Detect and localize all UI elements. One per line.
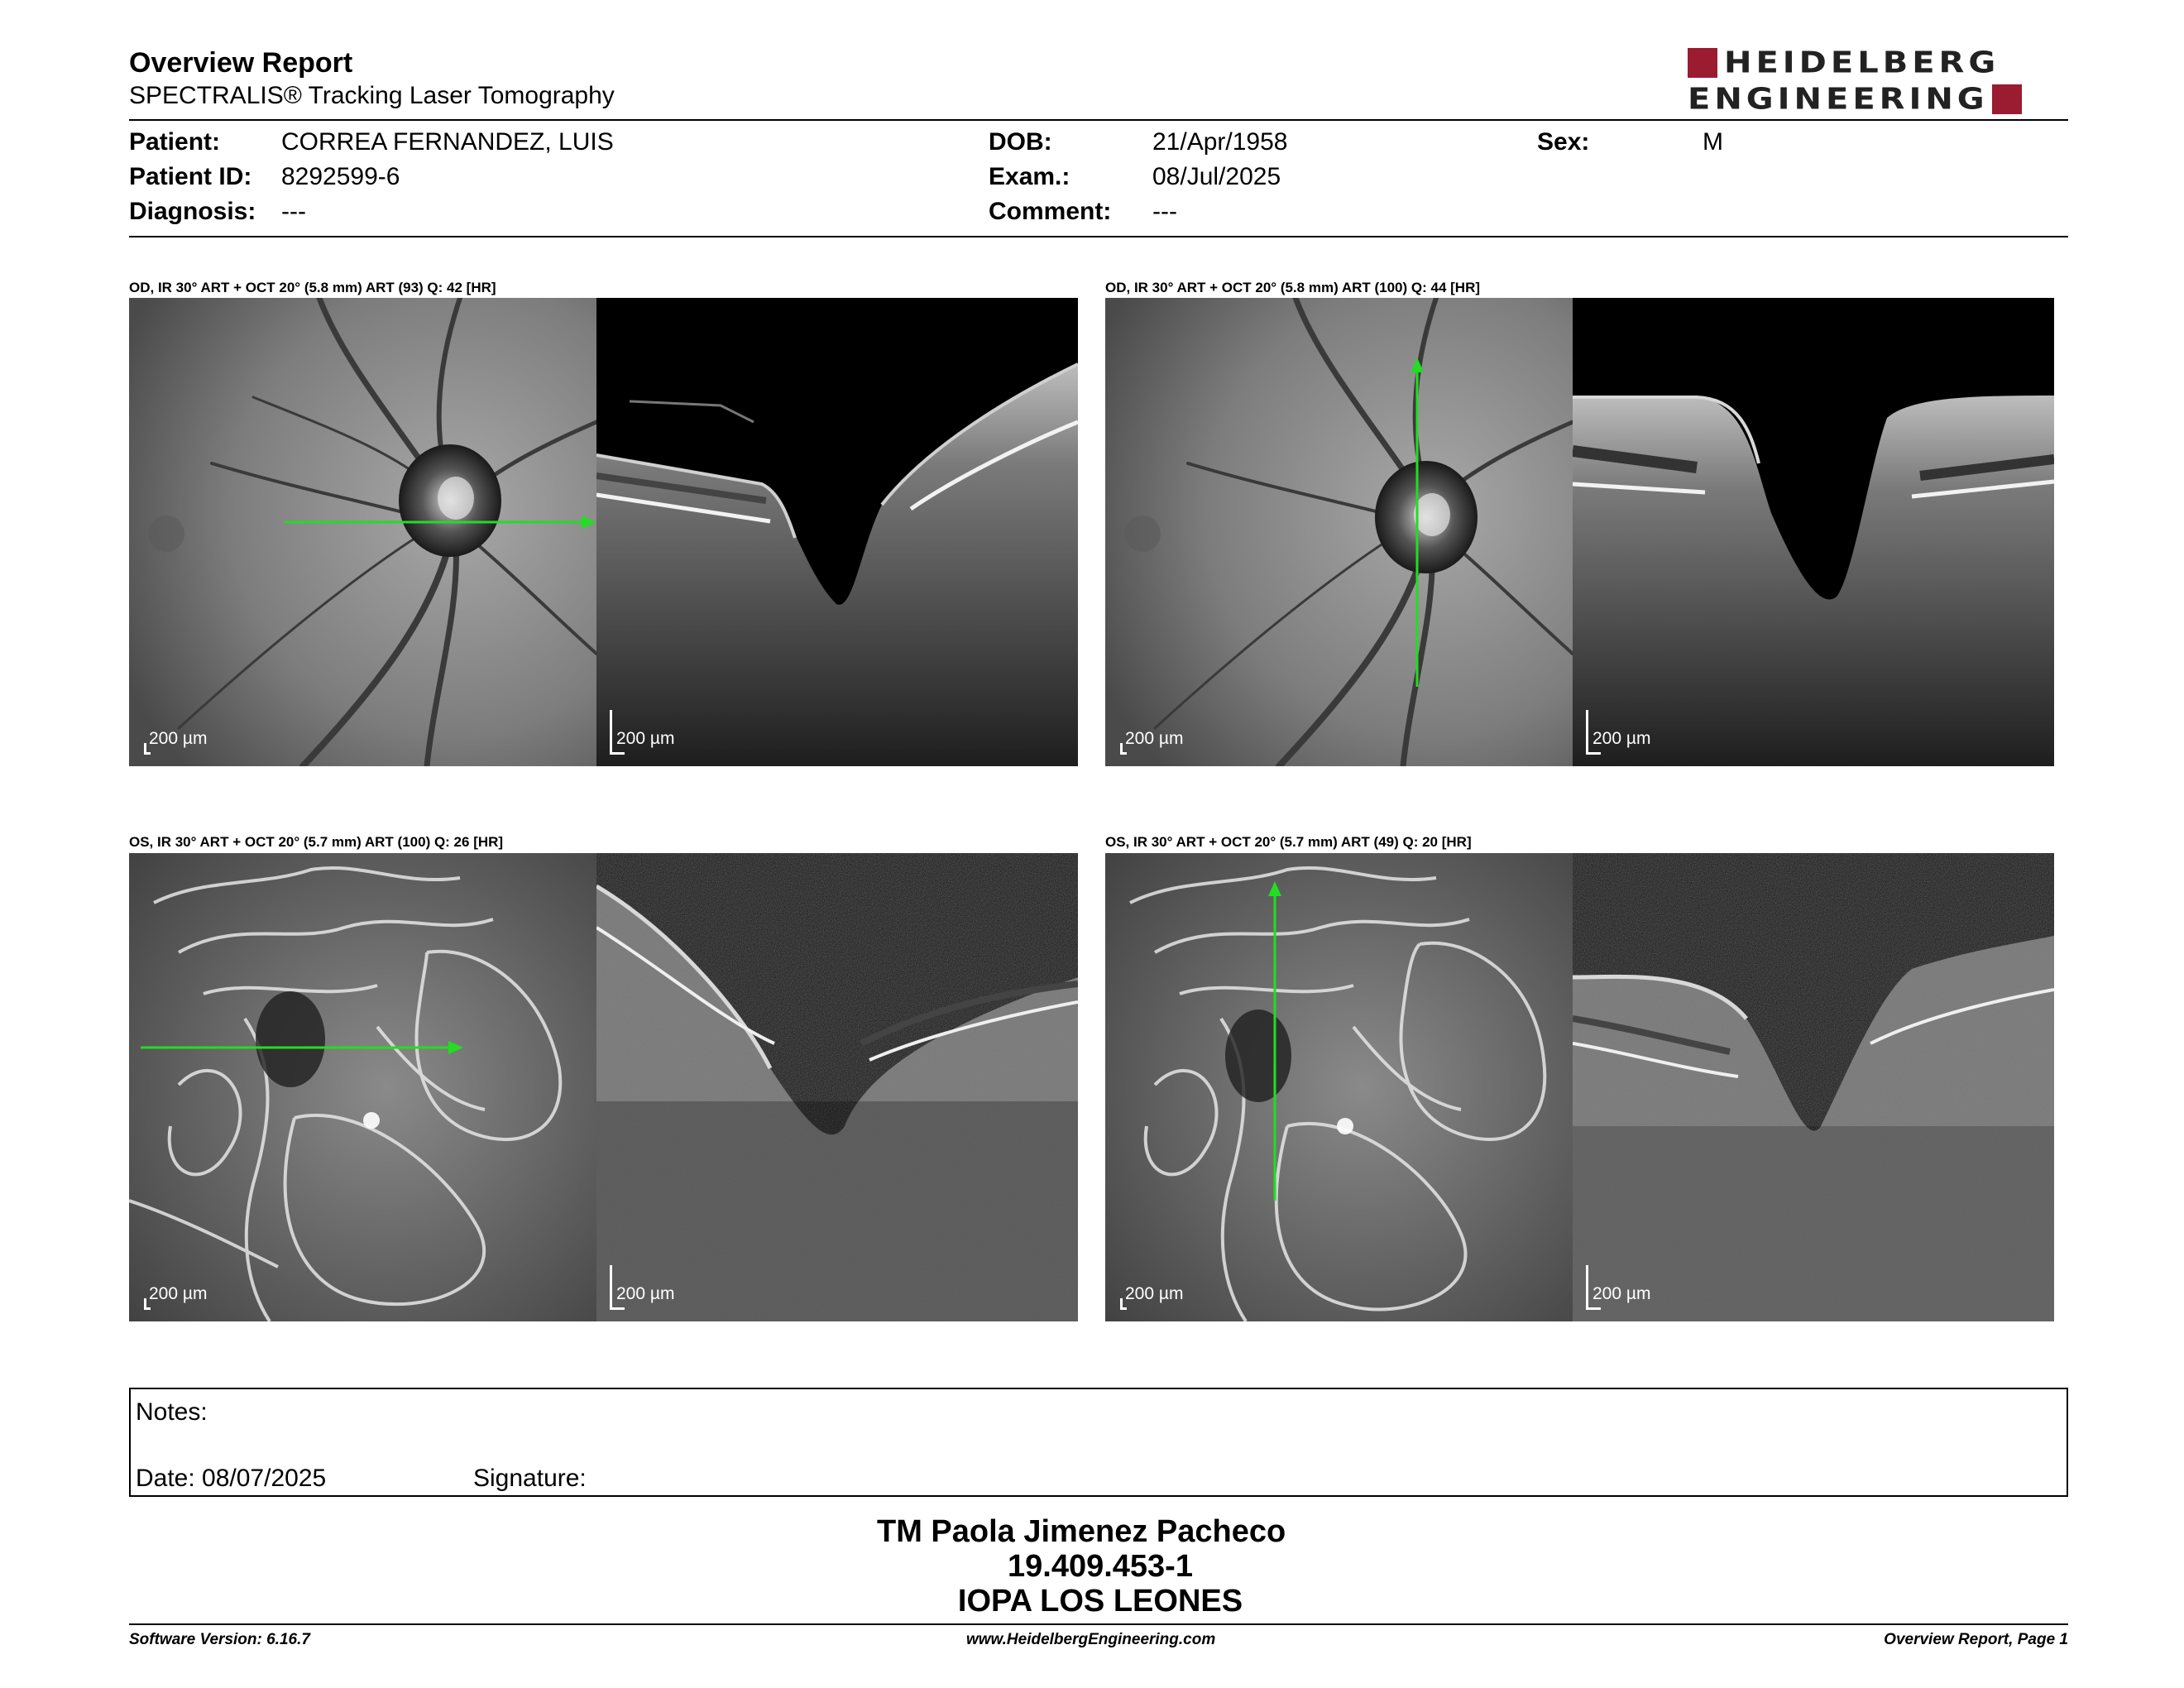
report-title: Overview Report [129, 47, 353, 79]
oct-scale-label-od-2: 200 µm [1592, 729, 1651, 748]
patient-label: Patient: [129, 128, 221, 156]
notes-box[interactable] [129, 1388, 2068, 1497]
signature-label: Signature: [473, 1465, 587, 1492]
oct-image-os-2[interactable] [1573, 853, 2054, 1321]
exam-value: 08/Jul/2025 [1152, 163, 1281, 190]
software-version: Software Version: 6.16.7 [129, 1631, 310, 1648]
stamp-name: TM Paola Jimenez Pacheco [877, 1514, 1286, 1549]
panel-caption-od-1: OD, IR 30° ART + OCT 20° (5.8 mm) ART (93) Q: 42 [HR] [129, 280, 496, 295]
oct-scale-label-os-2: 200 µm [1592, 1284, 1651, 1303]
dob-value: 21/Apr/1958 [1152, 128, 1288, 156]
ir-scale-label-od-2: 200 µm [1125, 729, 1184, 748]
info-divider [129, 236, 2068, 237]
panel-caption-od-2: OD, IR 30° ART + OCT 20° (5.8 mm) ART (100) Q: 44 [HR] [1105, 280, 1481, 295]
logo-line2: ENGINEERING [1688, 82, 1989, 117]
header-divider [129, 119, 2068, 121]
ir-scale-label-od-1: 200 µm [149, 729, 208, 748]
diagnosis-value: --- [281, 198, 306, 225]
page-number: Overview Report, Page 1 [1884, 1631, 2068, 1648]
oct-scale-label-os-1: 200 µm [616, 1284, 675, 1303]
panel-caption-os-2: OS, IR 30° ART + OCT 20° (5.7 mm) ART (49) Q: 20 [HR] [1105, 834, 1472, 850]
scan-line-od-1[interactable] [129, 298, 596, 766]
patient-id-value: 8292599-6 [281, 163, 400, 190]
dob-label: DOB: [989, 128, 1052, 156]
logo-square-icon [1992, 84, 2022, 114]
footer-divider [129, 1623, 2068, 1625]
panel-caption-os-1: OS, IR 30° ART + OCT 20° (5.7 mm) ART (100) Q: 26 [HR] [129, 834, 504, 850]
oct-image-od-1[interactable] [596, 298, 1078, 766]
ir-image-os-2[interactable] [1105, 853, 1573, 1321]
ir-image-os-1[interactable] [129, 853, 596, 1321]
notes-date: Date: 08/07/2025 [136, 1465, 327, 1492]
ir-image-od-2[interactable] [1105, 298, 1573, 766]
diagnosis-label: Diagnosis: [129, 198, 256, 225]
stamp-rut: 19.409.453-1 [1008, 1549, 1193, 1584]
scan-line-od-2[interactable] [1105, 298, 1573, 766]
patient-value: CORREA FERNANDEZ, LUIS [281, 128, 614, 156]
oct-scale-label-od-1: 200 µm [616, 729, 675, 748]
scan-line-os-2[interactable] [1105, 853, 1573, 1321]
sex-value: M [1703, 128, 1723, 156]
report-subtitle: SPECTRALIS® Tracking Laser Tomography [129, 82, 615, 109]
oct-image-os-1[interactable] [596, 853, 1078, 1321]
ir-scale-label-os-1: 200 µm [149, 1284, 208, 1303]
sex-label: Sex: [1537, 128, 1590, 156]
exam-label: Exam.: [989, 163, 1070, 190]
heidelberg-logo [1688, 46, 2068, 116]
comment-value: --- [1152, 198, 1177, 225]
website-link[interactable]: www.HeidelbergEngineering.com [966, 1631, 1216, 1648]
stamp-institution: IOPA LOS LEONES [957, 1584, 1243, 1618]
notes-label: Notes: [136, 1398, 208, 1426]
patient-id-label: Patient ID: [129, 163, 252, 190]
scan-line-os-1[interactable] [129, 853, 596, 1321]
ir-scale-label-os-2: 200 µm [1125, 1284, 1184, 1303]
ir-image-od-1[interactable] [129, 298, 596, 766]
comment-label: Comment: [989, 198, 1112, 225]
oct-image-od-2[interactable] [1573, 298, 2054, 766]
logo-square-icon [1688, 48, 1717, 78]
logo-line1: HEIDELBERG [1724, 46, 2000, 80]
